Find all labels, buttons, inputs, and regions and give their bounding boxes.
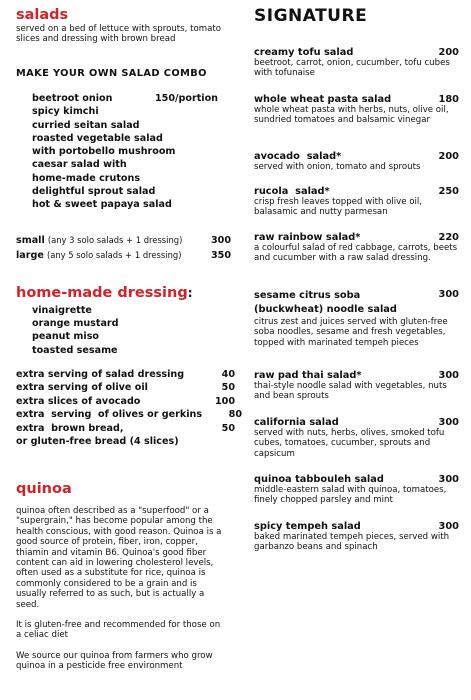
dish-price: 180 [438, 94, 459, 105]
extra-label: extra slices of avocado [16, 395, 141, 407]
list-item: with portobello mushroom [32, 146, 176, 158]
list-item: orange mustard [32, 318, 119, 330]
signature-heading: SIGNATURE [254, 6, 368, 26]
size-label: small [16, 235, 45, 246]
dish-description: thai-style noodle salad with vegetables, nuts and bean sprouts [254, 381, 447, 402]
extra-price: 100 [214, 395, 235, 407]
list-item: spicy kimchi [32, 106, 99, 118]
size-price: 350 [210, 250, 231, 261]
dish-description: served with onion, tomato and sprouts [254, 162, 421, 172]
dish-price: 200 [438, 47, 459, 58]
quinoa-heading: quinoa [16, 481, 72, 497]
list-item: curried seitan salad [32, 119, 140, 131]
dish-description: crisp fresh leaves topped with olive oil, balasamic and nutty parmesan [254, 197, 423, 218]
extras-list [16, 368, 242, 448]
extra-price: 40 [221, 369, 235, 380]
dish-item [254, 151, 459, 172]
dish-name: raw pad thai salad* [254, 370, 362, 381]
dish-description: citrus zest and juices served with gluten-free soba noodles, sesame and fresh vegetables, topped with marinated tempeh pieces [254, 317, 448, 348]
dish-name: raw rainbow salad* [254, 232, 361, 243]
dish-price: 220 [438, 232, 459, 243]
list-item: delightful sprout salad [32, 186, 156, 198]
dish-description: whole wheat pasta with herbs, nuts, olive oil, sundried tomatoes and balsamic vinegar [254, 105, 449, 126]
list-item: toasted sesame [32, 344, 118, 356]
quinoa-paragraph: It is gluten-free and recommended for those on a celiac diet [16, 620, 221, 641]
extra-row [16, 381, 242, 394]
extra-row [16, 435, 242, 448]
quinoa-section [16, 482, 228, 682]
list-item: hot & sweet papaya salad [32, 199, 172, 211]
size-row-large [16, 248, 238, 263]
extra-row [16, 395, 242, 408]
size-options [16, 233, 238, 263]
dish-item [254, 47, 459, 79]
dish-item [254, 289, 459, 348]
dish-name: avocado salad* [254, 151, 342, 162]
dish-item [254, 474, 459, 506]
dish-price: 300 [438, 417, 459, 428]
dish-name: sesame citrus soba (buckwheat) noodle salad [254, 290, 397, 315]
extra-label: extra serving of olive oil [16, 382, 148, 394]
dressing-section [16, 286, 231, 357]
dish-description: a colourful salad of red cabbage, carrots, beets and cucumber with a raw salad dressing. [254, 243, 458, 264]
extra-price: 80 [228, 409, 242, 421]
dish-name: california salad [254, 417, 339, 428]
dish-name: whole wheat pasta salad [254, 94, 392, 105]
dish-price: 300 [438, 521, 459, 532]
size-note: (any 5 solo salads + 1 dressing) [46, 250, 182, 260]
dish-name: creamy tofu salad [254, 47, 354, 58]
salads-heading: salads [16, 7, 69, 23]
size-price: 300 [210, 235, 231, 246]
dish-price: 200 [438, 151, 459, 162]
dish-description: middle-eastern salad with quinoa, tomatoes, finely chopped parsley and mint [254, 485, 447, 506]
list-item: vinaigrette [32, 305, 92, 316]
extra-price: 50 [221, 422, 235, 434]
size-note: (any 3 solo salads + 1 dressing) [47, 235, 183, 245]
extra-label: extra brown bread, [16, 422, 124, 434]
dish-item [254, 417, 459, 459]
extra-label: or gluten-free bread (4 slices) [16, 436, 179, 448]
list-item: peanut miso [32, 331, 100, 343]
dish-price: 250 [438, 186, 459, 197]
dish-item [254, 232, 459, 264]
combo-title: MAKE YOUR OWN SALAD COMBO [16, 68, 207, 79]
dish-name: quinoa tabbouleh salad [254, 474, 384, 485]
extra-row [16, 422, 242, 435]
salads-intro: served on a bed of lettuce with sprouts, tomato slices and dressing with brown bread [16, 24, 221, 45]
dressing-colon: : [187, 286, 193, 300]
quinoa-paragraph: quinoa often described as a "superfood" or a "supergrain," has become popular among the health conscious, with good reason. Quinoa is a good source of protein, fiber, iron, copper, thiamin and vitamin B6. Quinoa's good fiber content can aid in lowering cholesterol levels, often used as a substitute for rice, quinoa is commonly considered to be a grain and is usually referred to as such, but is actually a seed. [16, 506, 222, 610]
dish-item [254, 186, 459, 218]
combo-price: 150/portion [154, 93, 218, 104]
dish-name: rucola salad* [254, 186, 330, 197]
extra-price: 50 [221, 382, 235, 394]
extra-row [16, 408, 242, 421]
combo-list [16, 92, 231, 212]
dish-price: 300 [438, 289, 459, 300]
quinoa-paragraph: We source our quinoa from farmers who grow quinoa in a pesticide free environment [16, 650, 213, 672]
dish-description: served with nuts, herbs, olives, smoked tofu cubes, tomatoes, cucumber, sprouts and capsicum [254, 428, 445, 459]
dish-description: beetroot, carrot, onion, cucumber, tofu cubes with tofunaise [254, 58, 450, 79]
salads-section [16, 8, 231, 45]
extra-label: extra serving of olives or gerkins [16, 409, 203, 421]
size-row-small [16, 233, 238, 248]
dish-price: 300 [438, 370, 459, 381]
extra-row [16, 368, 242, 381]
dish-description: baked marinated tempeh pieces, served with garbanzo beans and spinach [254, 532, 450, 553]
list-item: roasted vegetable salad [32, 132, 163, 144]
dish-price: 300 [438, 474, 459, 485]
dish-item [254, 94, 459, 126]
list-item: home-made crutons [32, 172, 141, 184]
dish-name: spicy tempeh salad [254, 521, 361, 532]
size-label: large [16, 250, 44, 261]
dish-item [254, 521, 459, 553]
list-item: caesar salad with [32, 159, 127, 171]
combo-item-label: beetroot onion [32, 93, 113, 104]
dressing-heading: home-made dressing [16, 285, 188, 301]
dish-item [254, 370, 459, 402]
list-item [16, 92, 231, 105]
extra-label: extra serving of salad dressing [16, 369, 185, 380]
